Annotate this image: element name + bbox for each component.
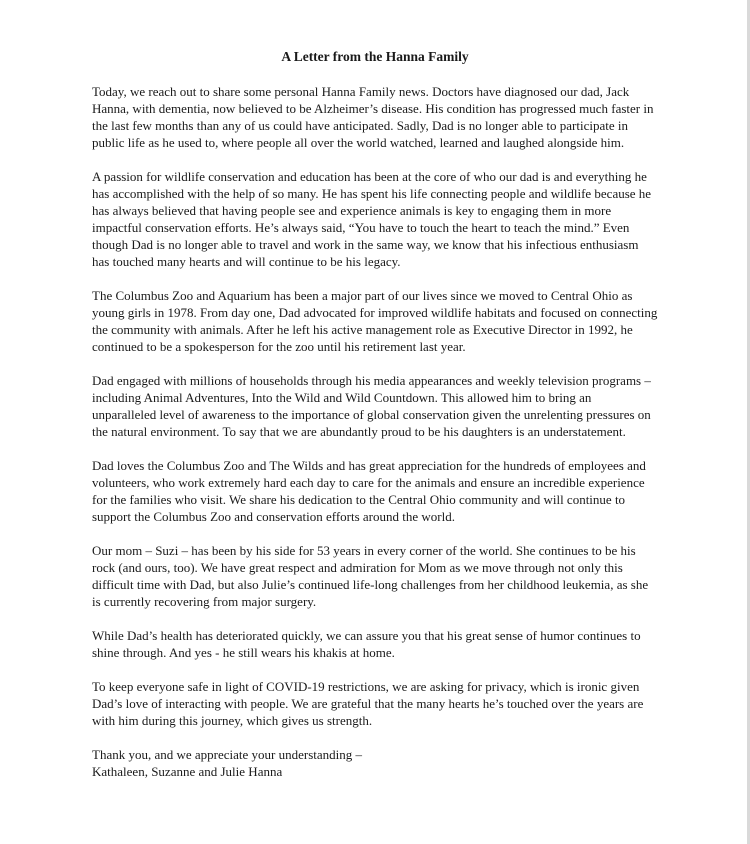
- paragraph: While Dad’s health has deteriorated quickly, we can assure you that his great sense of humor continues to shine through. And yes - he still wears his khakis at home.: [92, 628, 641, 660]
- paragraph: A passion for wildlife conservation and education has been at the core of who our dad is and everything he has accomplished with the help of so many. He has spent his life connecting people and wildlife because he has always believed that having people see and experience animals is key to engaging them in more impactful conservation efforts. He’s always said, “You have to touch the heart to teach the mind.” Even though Dad is no longer able to travel and work in the same way, we know that his infectious enthusiasm has touched many hearts and will continue to be his legacy.: [92, 169, 652, 269]
- closing-block: [92, 746, 658, 780]
- letter-title: A Letter from the Hanna Family: [281, 49, 469, 64]
- closing-line: Thank you, and we appreciate your understanding –: [92, 747, 363, 762]
- paragraph: Dad loves the Columbus Zoo and The Wilds and has great appreciation for the hundreds of employees and volunteers, who work extremely hard each day to care for the animals and ensure an incredible experience for the families who visit. We share his dedication to the Central Ohio community and will continue to support the Columbus Zoo and conservation efforts around the world.: [92, 458, 646, 524]
- paragraph: The Columbus Zoo and Aquarium has been a major part of our lives since we moved to Central Ohio as young girls in 1978. From day one, Dad advocated for improved wildlife habitats and focused on connecting the community with animals. After he left his active management role as Executive Director in 1992, he continued to be a spokesperson for the zoo until his retirement last year.: [92, 288, 658, 354]
- paragraph: Our mom – Suzi – has been by his side for 53 years in every corner of the world. She continues to be his rock (and ours, too). We have great respect and admiration for Mom as we move through not only this difficult time with Dad, but also Julie’s continued life-long challenges from her childhood leukemia, as she is currently recovering from major surgery.: [92, 543, 649, 609]
- paragraph: Dad engaged with millions of households through his media appearances and weekly television programs – including Animal Adventures, Into the Wild and Wild Countdown. This allowed him to bring an unparalleled level of awareness to the importance of global conservation given the unrelenting pressures on the natural environment. To say that we are abundantly proud to be his daughters is an understatement.: [92, 373, 651, 439]
- paragraph: To keep everyone safe in light of COVID-19 restrictions, we are asking for privacy, which is ironic given Dad’s love of interacting with people. We are grateful that the many hearts he’s touched over the years are with him during this journey, which gives us strength.: [92, 679, 644, 728]
- letter-body: [92, 83, 658, 797]
- paragraph: Today, we reach out to share some personal Hanna Family news. Doctors have diagnosed our dad, Jack Hanna, with dementia, now believed to be Alzheimer’s disease. His condition has progressed much faster in the last few months than any of us could have anticipated. Sadly, Dad is no longer able to participate in public life as he used to, where people all over the world watched, learned and laughed alongside him.: [92, 84, 654, 150]
- signature: Kathaleen, Suzanne and Julie Hanna: [92, 764, 283, 779]
